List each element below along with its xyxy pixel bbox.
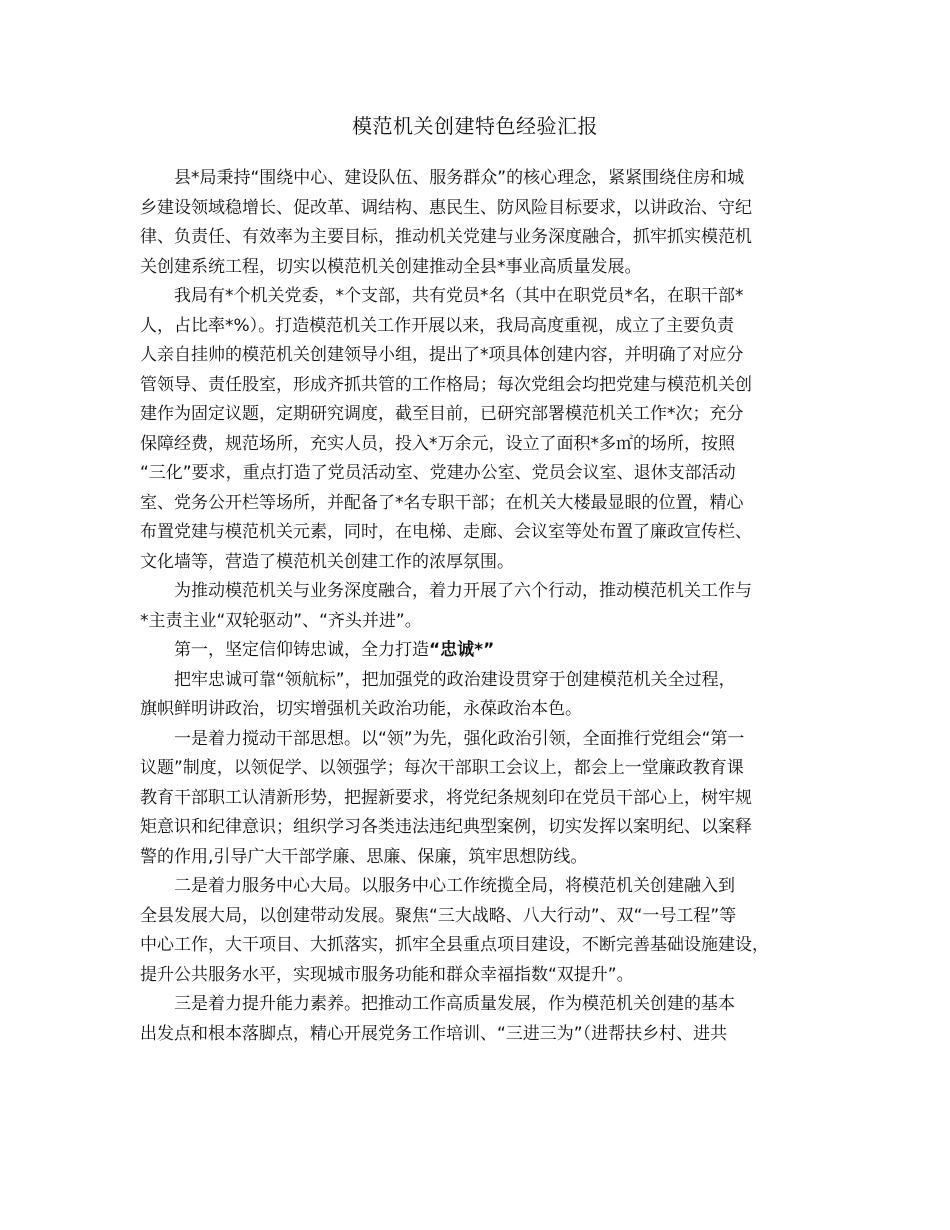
paragraph-loyalty: [140, 666, 830, 725]
text-line: “三化”要求，重点打造了党员活动室、党建办公室、党员会议室、退休支部活动: [140, 463, 736, 483]
heading-prefix: 第一，坚定信仰铸忠诚，全力打造: [174, 640, 429, 660]
text-line: 布置党建与模范机关元素，同时，在电梯、走廊、会议室等处布置了廉政宣传栏、: [140, 522, 752, 542]
text-line: 议题”制度，以领促学、以领强学；每次干部职工会议上，都会上一堂廉政教育课: [140, 758, 744, 778]
paragraph-intro: [140, 164, 830, 282]
paragraph-point-one: [140, 725, 830, 873]
text-line: 乡建设领域稳增长、促改革、调结构、惠民生、防风险目标要求，以讲政治、守纪: [140, 197, 752, 218]
heading-bold: “忠诚*”: [429, 640, 495, 660]
heading-line: [140, 636, 830, 666]
text-line: 提升公共服务水平，实现城市服务功能和群众幸福指数“双提升”。: [140, 964, 634, 985]
paragraph-actions: [140, 577, 830, 636]
text-line: 保障经费，规范场所，充实人员，投入*万余元，设立了面积*多㎡的场所，按照: [140, 433, 735, 454]
paragraph-point-three: [140, 990, 830, 1049]
text-line: 三是着力提升能力素养。把推动工作高质量发展，作为模范机关创建的基本: [174, 994, 735, 1014]
text-line: 人亲自挂帅的模范机关创建领导小组，提出了*项具体创建内容，并明确了对应分: [140, 345, 744, 365]
text-line: 教育干部职工认清新形势，把握新要求，将党纪条规刻印在党员干部心上，树牢规: [140, 787, 752, 808]
text-line: 矩意识和纪律意识；组织学习各类违法违纪典型案例，切实发挥以案明纪、以案释: [140, 817, 752, 837]
paragraph-overview: [140, 282, 830, 577]
text-line: 把牢忠诚可靠“领航标”，把加强党的政治建设贯穿于创建模范机关全过程，: [174, 669, 736, 690]
text-line: 我局有*个机关党委，*个支部，共有党员*名（其中在职党员*名，在职干部*: [174, 286, 744, 306]
text-line: 警的作用,引导广大干部学廉、思廉、保廉，筑牢思想防线。: [140, 846, 588, 867]
text-line: 二是着力服务中心大局。以服务中心工作统揽全局，将模范机关创建融入到: [174, 876, 735, 896]
text-line: 旗帜鲜明讲政治，切实增强机关政治功能，永葆政治本色。: [140, 699, 582, 719]
text-line: 县*局秉持“围绕中心、建设队伍、服务群众”的核心理念，紧紧围绕住房和城: [174, 168, 745, 188]
text-line: *主责主业“双轮驱动”、“齐头并进”。: [140, 610, 422, 631]
paragraph-point-two: [140, 872, 830, 990]
text-line: 全县发展大局，以创建带动发展。聚焦“三大战略、八大行动”、双“一号工程”等: [140, 905, 737, 926]
text-line: 人，占比率*%）。打造模范机关工作开展以来，我局高度重视，成立了主要负责: [140, 315, 735, 336]
text-line: 为推动模范机关与业务深度融合，着力开展了六个行动，推动模范机关工作与: [174, 581, 752, 601]
text-line: 建作为固定议题，定期研究调度，截至目前，已研究部署模范机关工作*次；充分: [140, 404, 744, 424]
text-line: 管领导、责任股室，形成齐抓共管的工作格局；每次党组会均把党建与模范机关创: [140, 374, 752, 395]
text-line: 律、负责任、有效率为主要目标，推动机关党建与业务深度融合，抓牢抓实模范机: [140, 227, 752, 247]
text-line: 中心工作，大干项目、大抓落实，抓牢全县重点项目建设，不断完善基础设施建设，: [140, 935, 769, 955]
document-body: [140, 164, 830, 1049]
text-line: 出发点和根本落脚点，精心开展党务工作培训、“三进三为”（进帮扶乡村、进共: [140, 1023, 728, 1044]
text-line: 关创建系统工程，切实以模范机关创建推动全县*事业高质量发展。: [140, 256, 642, 277]
text-line: 室、党务公开栏等场所，并配备了*名专职干部；在机关大楼最显眼的位置，精心: [140, 492, 744, 513]
document-title: 模范机关创建特色经验汇报: [352, 114, 598, 138]
text-line: 文化墙等，营造了模范机关创建工作的浓厚氛围。: [140, 551, 514, 572]
text-line: 一是着力搅动干部思想。以“领”为先，强化政治引领，全面推行党组会“第一: [174, 728, 745, 749]
section-heading-first: [140, 636, 830, 666]
